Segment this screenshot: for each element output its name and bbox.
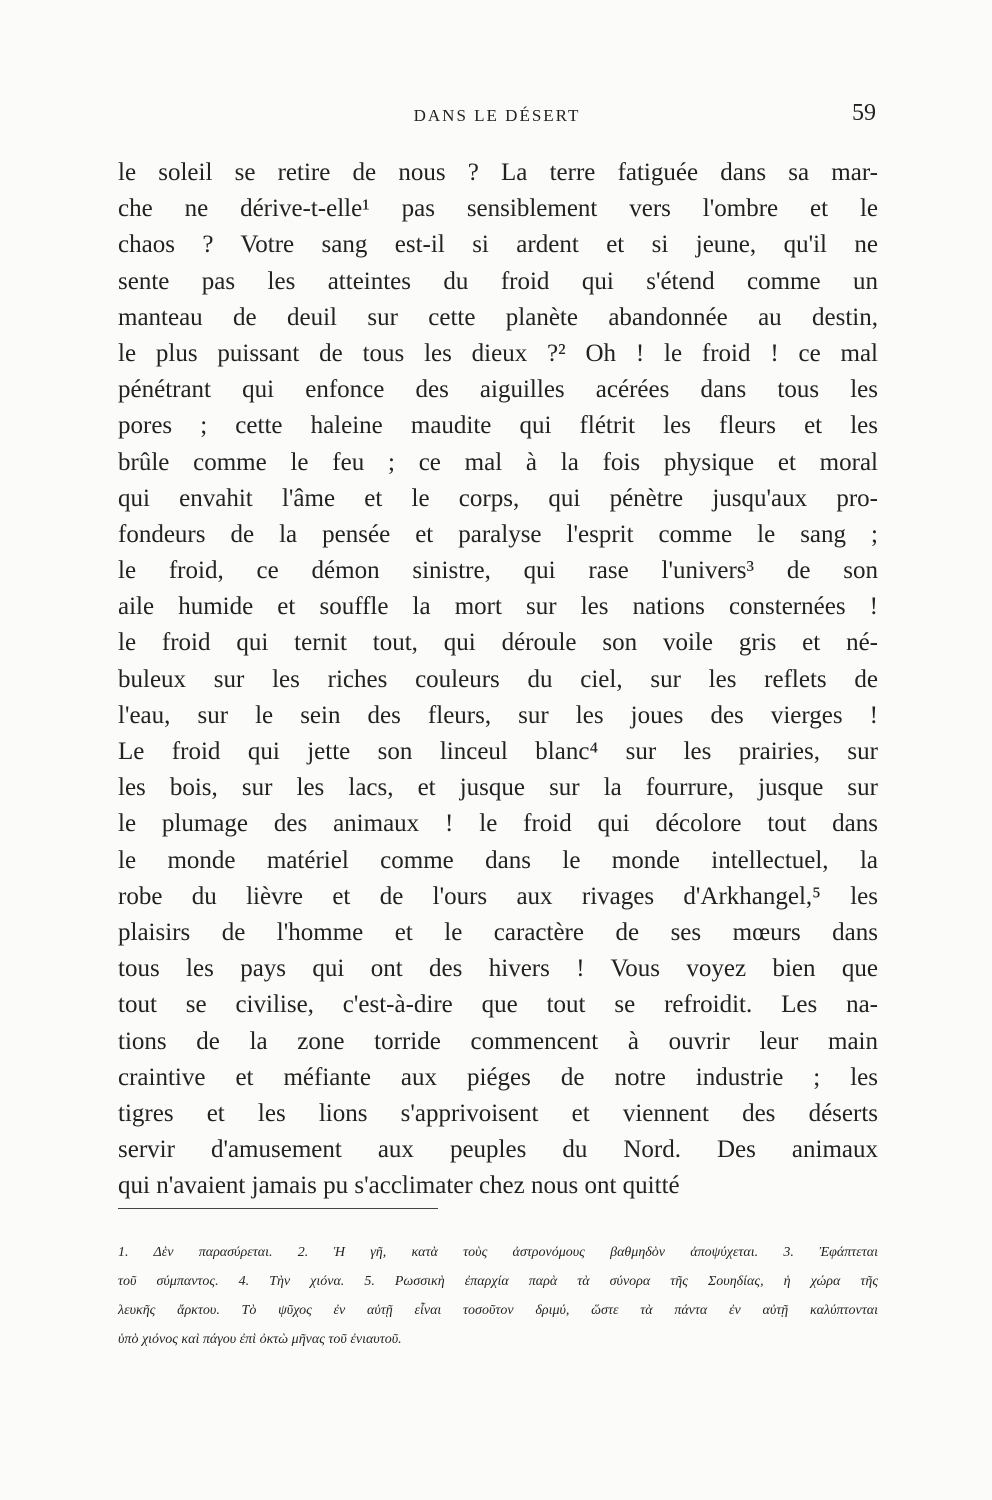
running-head (118, 100, 876, 134)
footnote-line: λευκῆς ἄρκτου. Τὸ ψῦχος ἐν αὐτῇ εἶναι τοσοῦτον δριμύ, ὥστε τὰ πάντα ἐν αὐτῇ καλύπτονται (118, 1303, 878, 1318)
text-line: craintive et méfiante aux piéges de notre industrie ; les (118, 1063, 878, 1091)
footnote-line: ὑπὸ χιόνος καὶ πάγου ἐπὶ ὀκτὼ μῆνας τοῦ ἐνιαυτοῦ. (118, 1332, 402, 1347)
text-line: le soleil se retire de nous ? La terre fatiguée dans sa mar- (118, 159, 878, 186)
text-line: chaos ? Votre sang est-il si ardent et si jeune, qu'il ne (118, 231, 878, 259)
text-line: tout se civilise, c'est-à-dire que tout se refroidit. Les na- (118, 991, 878, 1019)
text-line: tous les pays qui ont des hivers ! Vous voyez bien que (118, 955, 878, 983)
text-line: le froid, ce démon sinistre, qui rase l'univers³ de son (118, 557, 878, 585)
text-line: plaisirs de l'homme et le caractère de ses mœurs dans (118, 918, 878, 946)
footnote-divider (118, 1208, 438, 1209)
text-line: tions de la zone torride commencent à ouvrir leur main (118, 1027, 878, 1055)
text-line: Le froid qui jette son linceul blanc⁴ sur les prairies, sur (118, 738, 878, 765)
text-line: che ne dérive-t-elle¹ pas sensiblement vers l'ombre et le (118, 195, 878, 223)
text-line: servir d'amusement aux peuples du Nord. Des animaux (118, 1136, 878, 1164)
text-line: tigres et les lions s'apprivoisent et viennent des déserts (118, 1099, 878, 1127)
text-line: qui envahit l'âme et le corps, qui pénètre jusqu'aux pro- (118, 484, 878, 512)
text-line: qui n'avaient jamais pu s'acclimater chez nous ont quitté (118, 1172, 680, 1200)
running-title: DANS LE DÉSERT (413, 106, 581, 125)
body-text (118, 155, 878, 1204)
text-line: le froid qui ternit tout, qui déroule son voile gris et né- (118, 629, 878, 657)
text-line: l'eau, sur le sein des fleurs, sur les joues des vierges ! (118, 701, 878, 729)
text-line: manteau de deuil sur cette planète abandonnée au destin, (118, 303, 878, 331)
footnotes (118, 1238, 878, 1354)
footnote-line: τοῦ σύμπαντος. 4. Τὴν χιόνα. 5. Ρωσσικὴ ἐπαρχία παρὰ τὰ σύνορα τῆς Σουηδίας, ἡ χώρα τῆς (118, 1274, 878, 1289)
text-line: les bois, sur les lacs, et jusque sur la fourrure, jusque sur (118, 774, 878, 802)
text-line: pénétrant qui enfonce des aiguilles acérées dans tous les (118, 376, 878, 404)
text-line: pores ; cette haleine maudite qui flétrit les fleurs et les (118, 412, 878, 440)
text-line: aile humide et souffle la mort sur les nations consternées ! (118, 593, 878, 621)
text-line: le plus puissant de tous les dieux ?² Oh ! le froid ! ce mal (118, 339, 878, 367)
text-line: fondeurs de la pensée et paralyse l'esprit comme le sang ; (118, 520, 878, 548)
text-line: robe du lièvre et de l'ours aux rivages d'Arkhangel,⁵ les (118, 882, 878, 910)
text-line: le plumage des animaux ! le froid qui décolore tout dans (118, 810, 878, 838)
text-line: le monde matériel comme dans le monde intellectuel, la (118, 846, 878, 874)
text-line: buleux sur les riches couleurs du ciel, sur les reflets de (118, 665, 878, 693)
page-number: 59 (852, 100, 876, 126)
text-line: brûle comme le feu ; ce mal à la fois physique et moral (118, 448, 878, 476)
footnote-line: 1. Δὲν παρασύρεται. 2. Ἡ γῆ, κατὰ τοὺς ἀστρονόμους βαθμηδὸν ἀποψύχεται. 3. Ἐφάπτεται (118, 1245, 878, 1260)
text-line: sente pas les atteintes du froid qui s'étend comme un (118, 267, 878, 295)
